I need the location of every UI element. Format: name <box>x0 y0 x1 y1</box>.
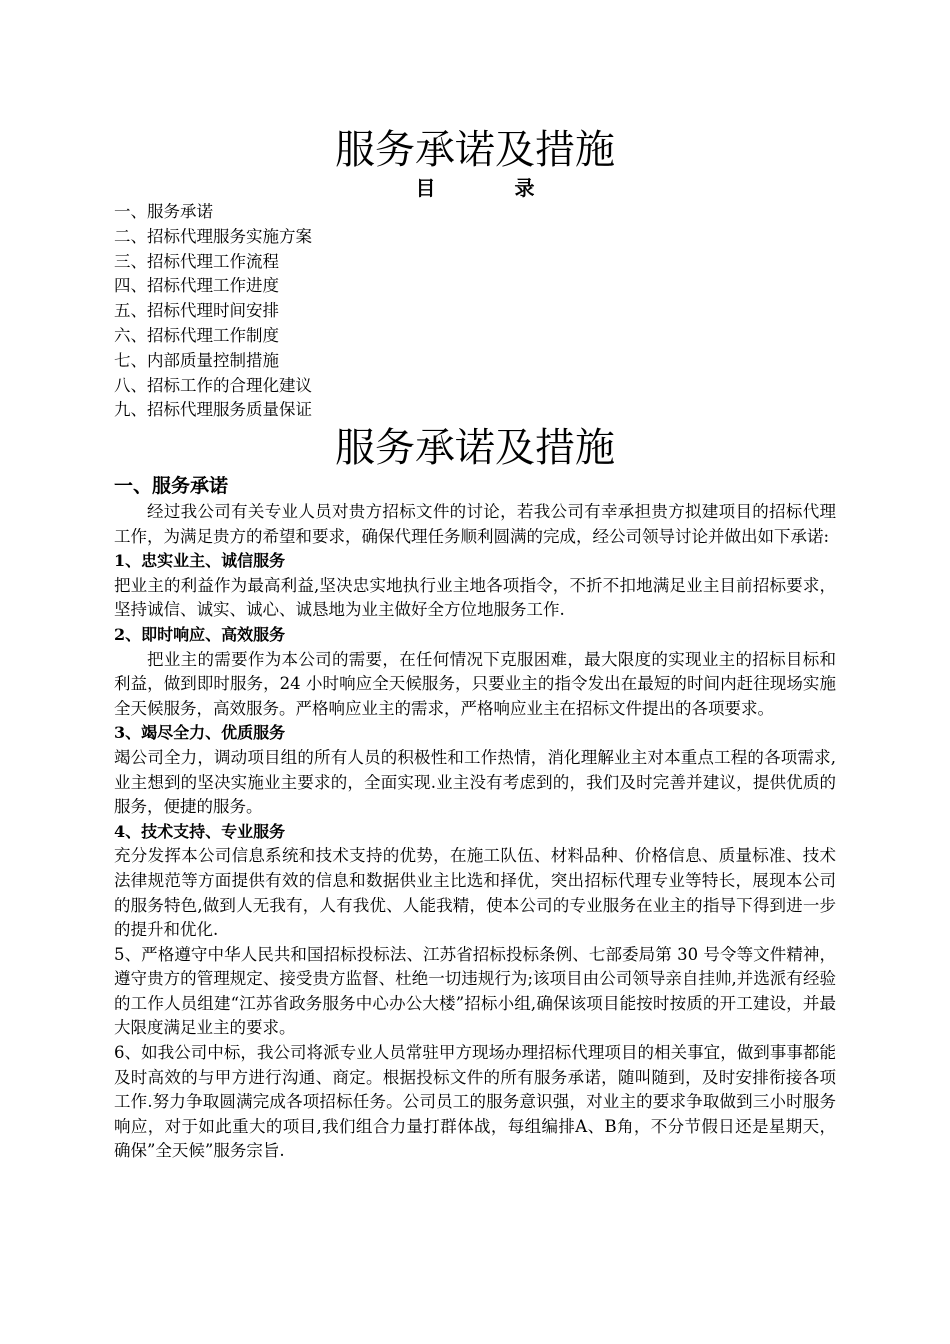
item-heading: 4、技术支持、专业服务 <box>114 821 286 841</box>
toc-item: 六、招标代理工作制度 <box>114 325 279 345</box>
item-paragraph: 竭公司全力，调动项目组的所有人员的积极性和工作热情，消化理解业主对本重点工程的各项需求,业主想到的坚决实施业主要求的，全面实现.业主没有考虑到的，我们及时完善并建议，提供优质的服务，便捷的服务。 <box>114 747 836 817</box>
item-paragraph: 6、如我公司中标，我公司将派专业人员常驻甲方现场办理招标代理项目的相关事宜，做到事事都能及时高效的与甲方进行沟通、商定。根据投标文件的所有服务承诺，随叫随到，及时安排衔接各项工作.努力争取圆满完成各项招标任务。公司员工的服务意识强，对业主的要求争取做到三小时服务响应，对于如此重大的项目,我们组合力量打群体战，每组编排A、B角，不分节假日还是星期天，确保”全天候”服务宗旨. <box>114 1043 836 1161</box>
toc-item: 二、招标代理服务实施方案 <box>114 226 312 246</box>
toc-item: 五、招标代理时间安排 <box>114 301 279 321</box>
item-paragraph: 把业主的利益作为最高利益,坚决忠实地执行业主地各项指令，不折不扣地满足业主目前招标要求，坚持诚信、诚实、诚心、诚恳地为业主做好全方位地服务工作. <box>114 575 836 620</box>
document-title: 服务承诺及措施 <box>335 127 615 173</box>
toc-item: 四、招标代理工作进度 <box>114 276 279 296</box>
item-heading: 3、竭尽全力、优质服务 <box>114 723 286 743</box>
item-paragraph: 充分发挥本公司信息系统和技术支持的优势，在施工队伍、材料品种、价格信息、质量标准、技术法律规范等方面提供有效的信息和数据供业主比选和择优，突出招标代理专业等特长，展现本公司的服务特色,做到人无我有，人有我优、人能我精，使本公司的专业服务在业主的指导下得到进一步的提升和优化. <box>114 846 836 940</box>
toc-item: 三、招标代理工作流程 <box>114 251 279 271</box>
toc-item: 九、招标代理服务质量保证 <box>114 400 312 420</box>
item-heading: 2、即时响应、高效服务 <box>114 624 286 644</box>
section-body <box>114 472 836 1164</box>
item-paragraph: 5、严格遵守中华人民共和国招标投标法、江苏省招标投标条例、七部委局第 30 号令等文件精神，遵守贵方的管理规定、接受贵方监督、杜绝一切违规行为;该项目由公司领导亲自挂帅,并选派有经验的工作人员组建“江苏省政务服务中心办公大楼”招标小组,确保该项目能按时按质的开工建设，并最大限度满足业主的要求。 <box>114 944 836 1038</box>
table-of-contents <box>114 200 312 423</box>
toc-heading: 目 录 <box>415 176 571 200</box>
toc-item: 八、招标工作的合理化建议 <box>114 375 312 395</box>
item-heading: 1、忠实业主、诚信服务 <box>114 551 286 571</box>
item-paragraph: 把业主的需要作为本公司的需要，在任何情况下克服困难，最大限度的实现业主的招标目标和利益，做到即时服务，24 小时响应全天候服务，只要业主的指令发出在最短的时间内赶往现场实施全天候服务，高效服务。严格响应业主的需求，严格响应业主在招标文件提出的各项要求。 <box>114 649 836 718</box>
section-heading: 一、服务承诺 <box>114 475 229 497</box>
toc-item: 一、服务承诺 <box>114 202 213 221</box>
section-title: 服务承诺及措施 <box>335 425 615 471</box>
intro-paragraph: 经过我公司有关专业人员对贵方招标文件的讨论，若我公司有幸承担贵方拟建项目的招标代理工作，为满足贵方的希望和要求，确保代理任务顺利圆满的完成，经公司领导讨论并做出如下承诺: <box>114 502 836 546</box>
toc-item: 七、内部质量控制措施 <box>114 350 279 370</box>
